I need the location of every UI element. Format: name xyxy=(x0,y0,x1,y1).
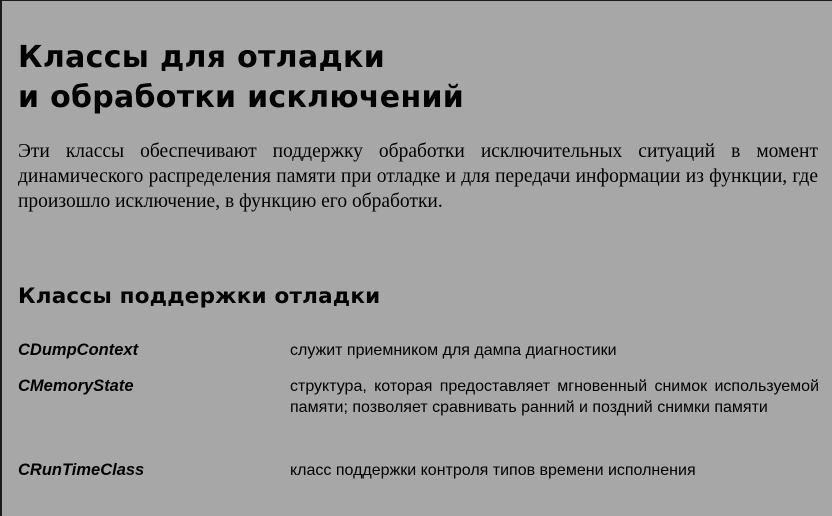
class-name: CDumpContext xyxy=(18,341,139,359)
intro-paragraph: Эти классы обеспечивают поддержку обработки исключительных ситуаций в момент динамического распределения памяти при отладке и для передачи информации из функции, где произошло исключение, в функцию его обработки. xyxy=(18,141,818,212)
class-description: служит приемником для дампа диагностики xyxy=(290,342,617,359)
class-name: CRunTimeClass xyxy=(18,461,145,479)
section-title: Классы поддержки отладки xyxy=(18,284,381,309)
class-description: класс поддержки контроля типов времени исполнения xyxy=(290,462,696,479)
page-title-line-2: и обработки исключений xyxy=(18,80,465,115)
page-title xyxy=(18,38,798,118)
class-name: CMemoryState xyxy=(18,377,134,395)
page-title-line-1: Классы для отладки xyxy=(18,40,386,75)
class-description: структура, которая предоставляет мгновенный снимок используемой памяти; позволяет сравнивать ранний и поздний снимки памяти xyxy=(290,378,819,416)
